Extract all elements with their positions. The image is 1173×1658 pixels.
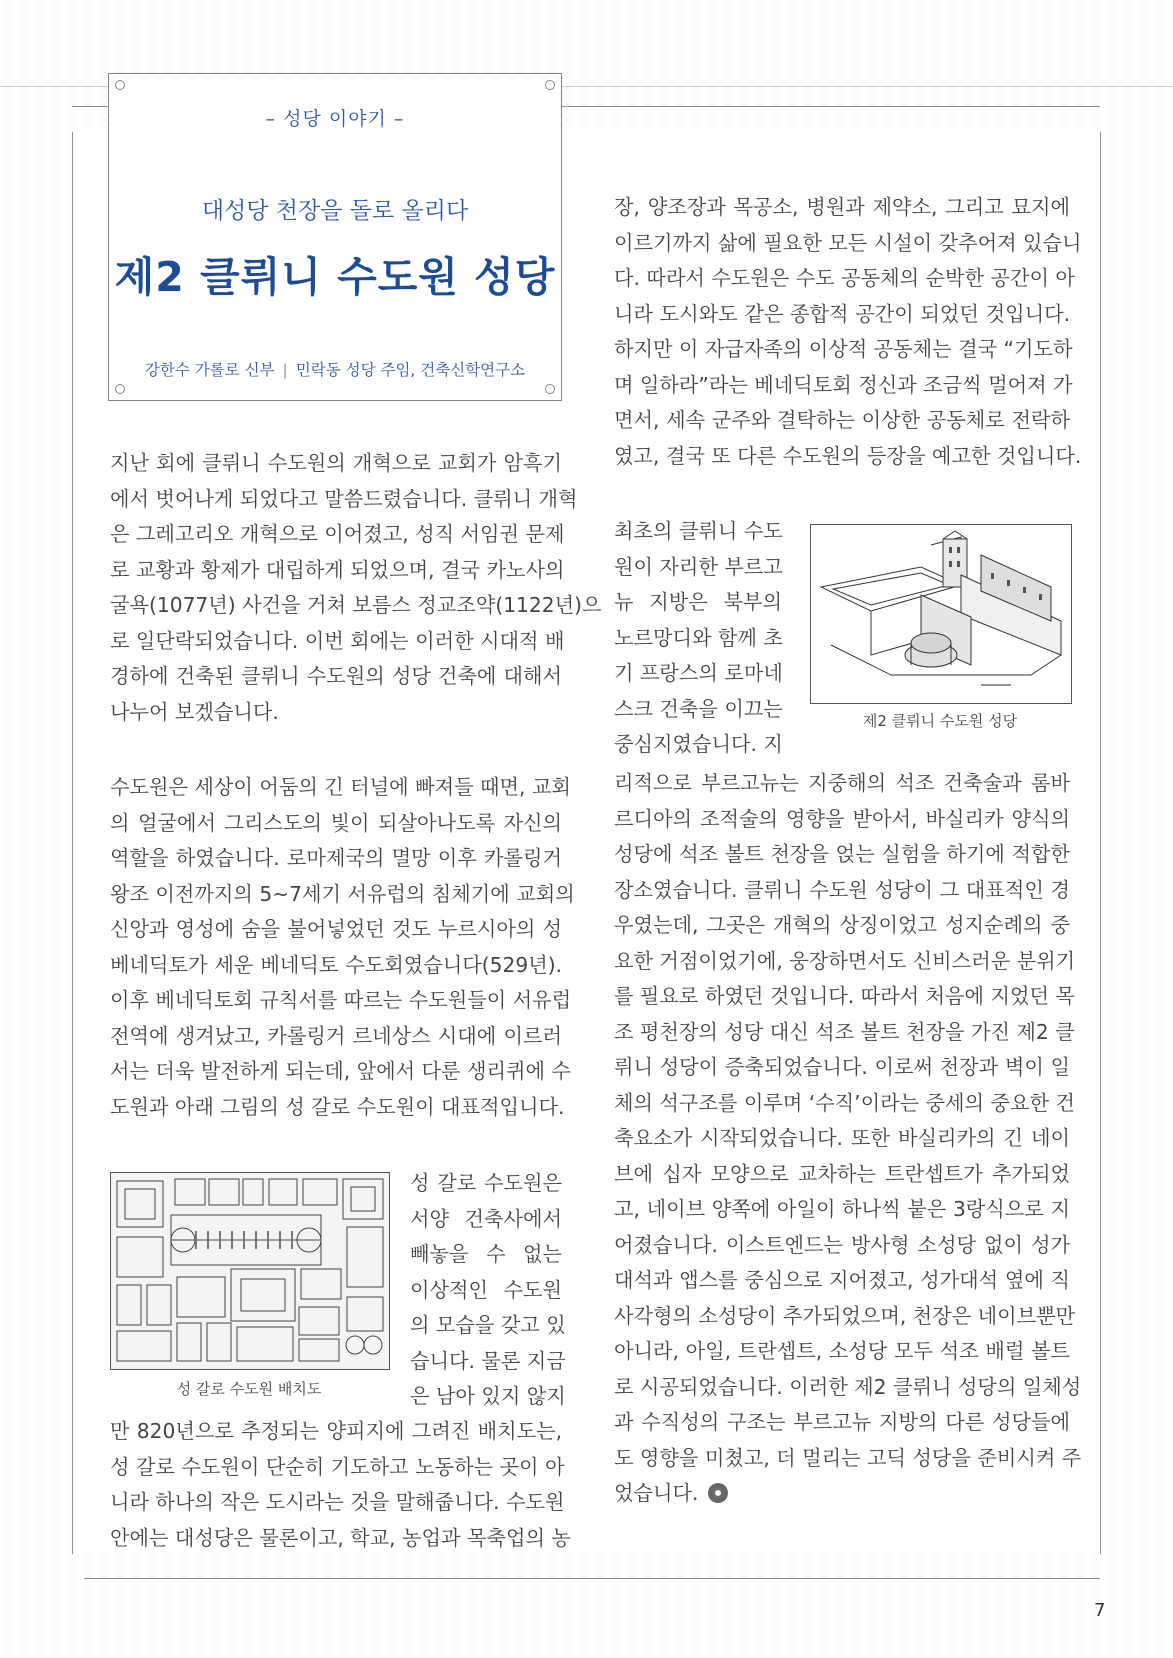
cluny-church-figure [808, 524, 1072, 738]
text-line: 우였는데, 그곳은 개혁의 상징이었고 성지순례의 중 [614, 913, 1070, 937]
paragraph [410, 1166, 566, 1415]
text-line-final [614, 1476, 1070, 1512]
left-para-3-wrap [410, 1166, 566, 1415]
text-line: 서양 건축사에서 [410, 1206, 562, 1231]
figure-caption: 성 갈로 수도원 배치도 [176, 1380, 322, 1398]
text-line: 전역에 생겨났고, 카롤링거 르네상스 시대에 이르러 [110, 1023, 562, 1048]
cluny-church-drawing [811, 525, 1071, 703]
text-line: 뉴 지방은 북부의 [614, 590, 782, 614]
byline-separator: | [282, 361, 288, 379]
end-mark-icon [708, 1483, 728, 1503]
text-line: 빼놓을 수 없는 [410, 1242, 562, 1266]
text-line: 왕조 이전까지의 5~7세기 서유럽의 침체기에 교회의 [110, 881, 575, 906]
text-line: 스크 건축을 이끄는 [614, 696, 783, 721]
left-para-1 [110, 446, 602, 730]
paragraph [614, 190, 1082, 474]
text-line: 중심지였습니다. 지 [614, 732, 783, 756]
text-line: 니라 도시와도 같은 종합적 공간이 되었던 것입니다. [614, 301, 1070, 326]
text-line: 며 일하라”라는 베네딕토회 정신과 조금씩 멀어져 가 [614, 372, 1073, 397]
text-line: 어졌습니다. 이스트엔드는 방사형 소성당 없이 성가 [614, 1232, 1070, 1257]
text-line: 였고, 결국 또 다른 수도원의 등장을 예고한 것입니다. [614, 443, 1082, 468]
text-line: 니라 하나의 작은 도시라는 것을 말해줍니다. 수도원 [110, 1490, 565, 1514]
right-para-1 [614, 190, 1082, 474]
cluny-church-image [810, 524, 1072, 704]
text-line: 신앙과 영성에 숨을 불어넣었던 것도 누르시아의 성 [110, 917, 562, 941]
text-line: 역할을 하였습니다. 로마제국의 멸망 이후 카롤링거 [110, 846, 562, 870]
text-line: 기 프랑스의 로마네 [614, 661, 783, 685]
text-line: 아니라, 아일, 트란셉트, 소성당 모두 석조 배럴 볼트 [614, 1339, 1070, 1363]
text-line: 만 820년으로 추정되는 양피지에 그려진 배치도는, [110, 1419, 562, 1443]
text-line: 안에는 대성당은 물론이고, 학교, 농업과 목축업의 농 [110, 1525, 571, 1550]
right-para-2-wrap [614, 514, 782, 763]
text-line: 의 얼굴에서 그리스도의 빛이 되살아나도록 자신의 [110, 810, 562, 835]
text-line: 서는 더욱 발전하게 되는데, 앞에서 다룬 생리퀴에 수 [110, 1059, 571, 1083]
article-subtitle: 대성당 천장을 돌로 올리다 [201, 198, 469, 224]
text-line: 이르기까지 삶에 필요한 모든 시설이 갖추어져 있습니 [614, 230, 1082, 255]
text-line: 대석과 앱스를 중심으로 지어졌고, 성가대석 옆에 직 [614, 1268, 1070, 1292]
series-label: – 성당 이야기 – [265, 108, 405, 130]
right-para-2-full [614, 766, 1082, 1512]
text-line: 장, 양조장과 목공소, 병원과 제약소, 그리고 묘지에 [614, 195, 1070, 219]
text-line: 다. 따라서 수도원은 수도 공동체의 순박한 공간이 아 [614, 266, 1075, 290]
text-line: 요한 거점이었기에, 웅장하면서도 신비스러운 분위기 [614, 948, 1076, 973]
text-line: 과 수직성의 구조는 부르고뉴 지방의 다른 성당들에 [614, 1410, 1070, 1434]
text-line: 하지만 이 자급자족의 이상적 공동체는 결국 “기도하 [614, 337, 1073, 361]
left-para-2 [110, 770, 575, 1125]
text-line: 나누어 보겠습니다. [110, 699, 279, 724]
text-line: 베네딕토가 세운 베네딕토 수도회였습니다(529년). [110, 952, 562, 977]
right-margin-rule [1100, 132, 1101, 1554]
corner-dot [545, 80, 555, 90]
text-line: 성 갈로 수도원은 [410, 1171, 562, 1195]
text-line: 습니다. 물론 지금 [410, 1348, 566, 1373]
paragraph [110, 770, 575, 1125]
article-title: 제2 클뤼니 수도원 성당 [114, 253, 556, 301]
paragraph [614, 514, 782, 763]
header-rule-left [72, 106, 108, 107]
title-box [108, 73, 562, 401]
text-line: 은 남아 있지 않지 [410, 1384, 566, 1408]
text-line: 면서, 세속 군주와 결탁하는 이상한 공동체로 전락하 [614, 408, 1070, 432]
corner-dot [115, 80, 125, 90]
text-line: 뤼니 성당이 증축되었습니다. 이로써 천장과 벽이 일 [614, 1055, 1070, 1079]
figure-caption: 제2 클뤼니 수도원 성당 [862, 712, 1018, 730]
text-line: 체의 석구조를 이루며 ‘수직’이라는 중세의 중요한 건 [614, 1090, 1075, 1115]
corner-dot [545, 384, 555, 394]
page-number: 7 [1094, 1600, 1106, 1621]
text-line: 도 영향을 미쳤고, 더 멀리는 고딕 성당을 준비시켜 주 [614, 1445, 1082, 1470]
text-line: 르디아의 조적술의 영향을 받아서, 바실리카 양식의 [614, 806, 1070, 831]
text-line: 장소였습니다. 클뤼니 수도원 성당이 그 대표적인 경 [614, 877, 1070, 902]
text-line: 최초의 클뤼니 수도 [614, 519, 783, 543]
text-line: 사각형의 소성당이 추가되었으며, 천장은 네이브뿐만 [614, 1303, 1076, 1328]
paragraph [614, 766, 1082, 1512]
text-line: 의 모습을 갖고 있 [410, 1313, 566, 1337]
text-line: 성 갈로 수도원이 단순히 기도하고 노동하는 곳이 아 [110, 1454, 565, 1479]
text-line: 경하에 건축된 클뤼니 수도원의 성당 건축에 대해서 [110, 664, 562, 688]
text-line: 조 평천장의 성당 대신 석조 볼트 천장을 가진 제2 클 [614, 1019, 1075, 1044]
text-line: 고, 네이브 양쪽에 아일이 하나씩 붙은 3랑식으로 지 [614, 1197, 1070, 1221]
byline [109, 358, 561, 380]
corner-dot [115, 384, 125, 394]
text-line: 축요소가 시작되었습니다. 또한 바실리카의 긴 네이 [614, 1126, 1070, 1150]
text-line: 로 교황과 황제가 대립하게 되었으며, 결국 카노사의 [110, 557, 565, 582]
left-para-3-full [110, 1414, 571, 1556]
text-line: 굴욕(1077년) 사건을 거쳐 보름스 정교조약(1122년)으 [110, 593, 602, 617]
author-affiliation: 민락동 성당 주임, 건축신학연구소 [295, 361, 526, 379]
header-rule-right [562, 106, 1100, 107]
text-line: 에서 벗어나게 되었다고 말씀드렸습니다. 클뤼니 개혁 [110, 486, 578, 511]
text-line: 원이 자리한 부르고 [614, 554, 783, 579]
st-gall-plan-image [110, 1172, 390, 1370]
text-line: 리적으로 부르고뉴는 지중해의 석조 건축술과 롬바 [614, 771, 1070, 795]
text-line: 지난 회에 클뤼니 수도원의 개혁으로 교회가 암흑기 [110, 451, 562, 475]
text-line: 수도원은 세상이 어둠의 긴 터널에 빠져들 때면, 교회 [110, 775, 571, 799]
paragraph [110, 446, 602, 730]
text-line: 이후 베네딕토회 규칙서를 따르는 수도원들이 서유럽 [110, 988, 572, 1012]
text-line: 로 일단락되었습니다. 이번 회에는 이러한 시대적 배 [110, 628, 565, 653]
text-line: 도원과 아래 그림의 성 갈로 수도원이 대표적입니다. [110, 1094, 565, 1119]
text-line: 이상적인 수도원 [410, 1277, 562, 1302]
paragraph [110, 1414, 571, 1556]
text-line: 로 시공되었습니다. 이러한 제2 클뤼니 성당의 일체성 [614, 1374, 1082, 1399]
footer-rule [84, 1578, 1100, 1579]
final-words: 었습니다. [614, 1481, 699, 1505]
author-name: 강한수 가롤로 신부 [144, 361, 275, 379]
monastery-plan-drawing [111, 1173, 389, 1369]
text-line: 노르망디와 함께 초 [614, 625, 783, 650]
st-gall-plan-figure [110, 1172, 390, 1408]
text-line: 은 그레고리오 개혁으로 이어졌고, 성직 서임권 문제 [110, 522, 565, 546]
text-line: 를 필요로 하였던 것입니다. 따라서 처음에 지었던 목 [614, 984, 1075, 1008]
text-line: 성당에 석조 볼트 천장을 얹는 실험을 하기에 적합한 [614, 842, 1070, 866]
left-margin-rule [72, 132, 73, 1554]
text-line: 브에 십자 모양으로 교차하는 트란셉트가 추가되었 [614, 1161, 1070, 1186]
